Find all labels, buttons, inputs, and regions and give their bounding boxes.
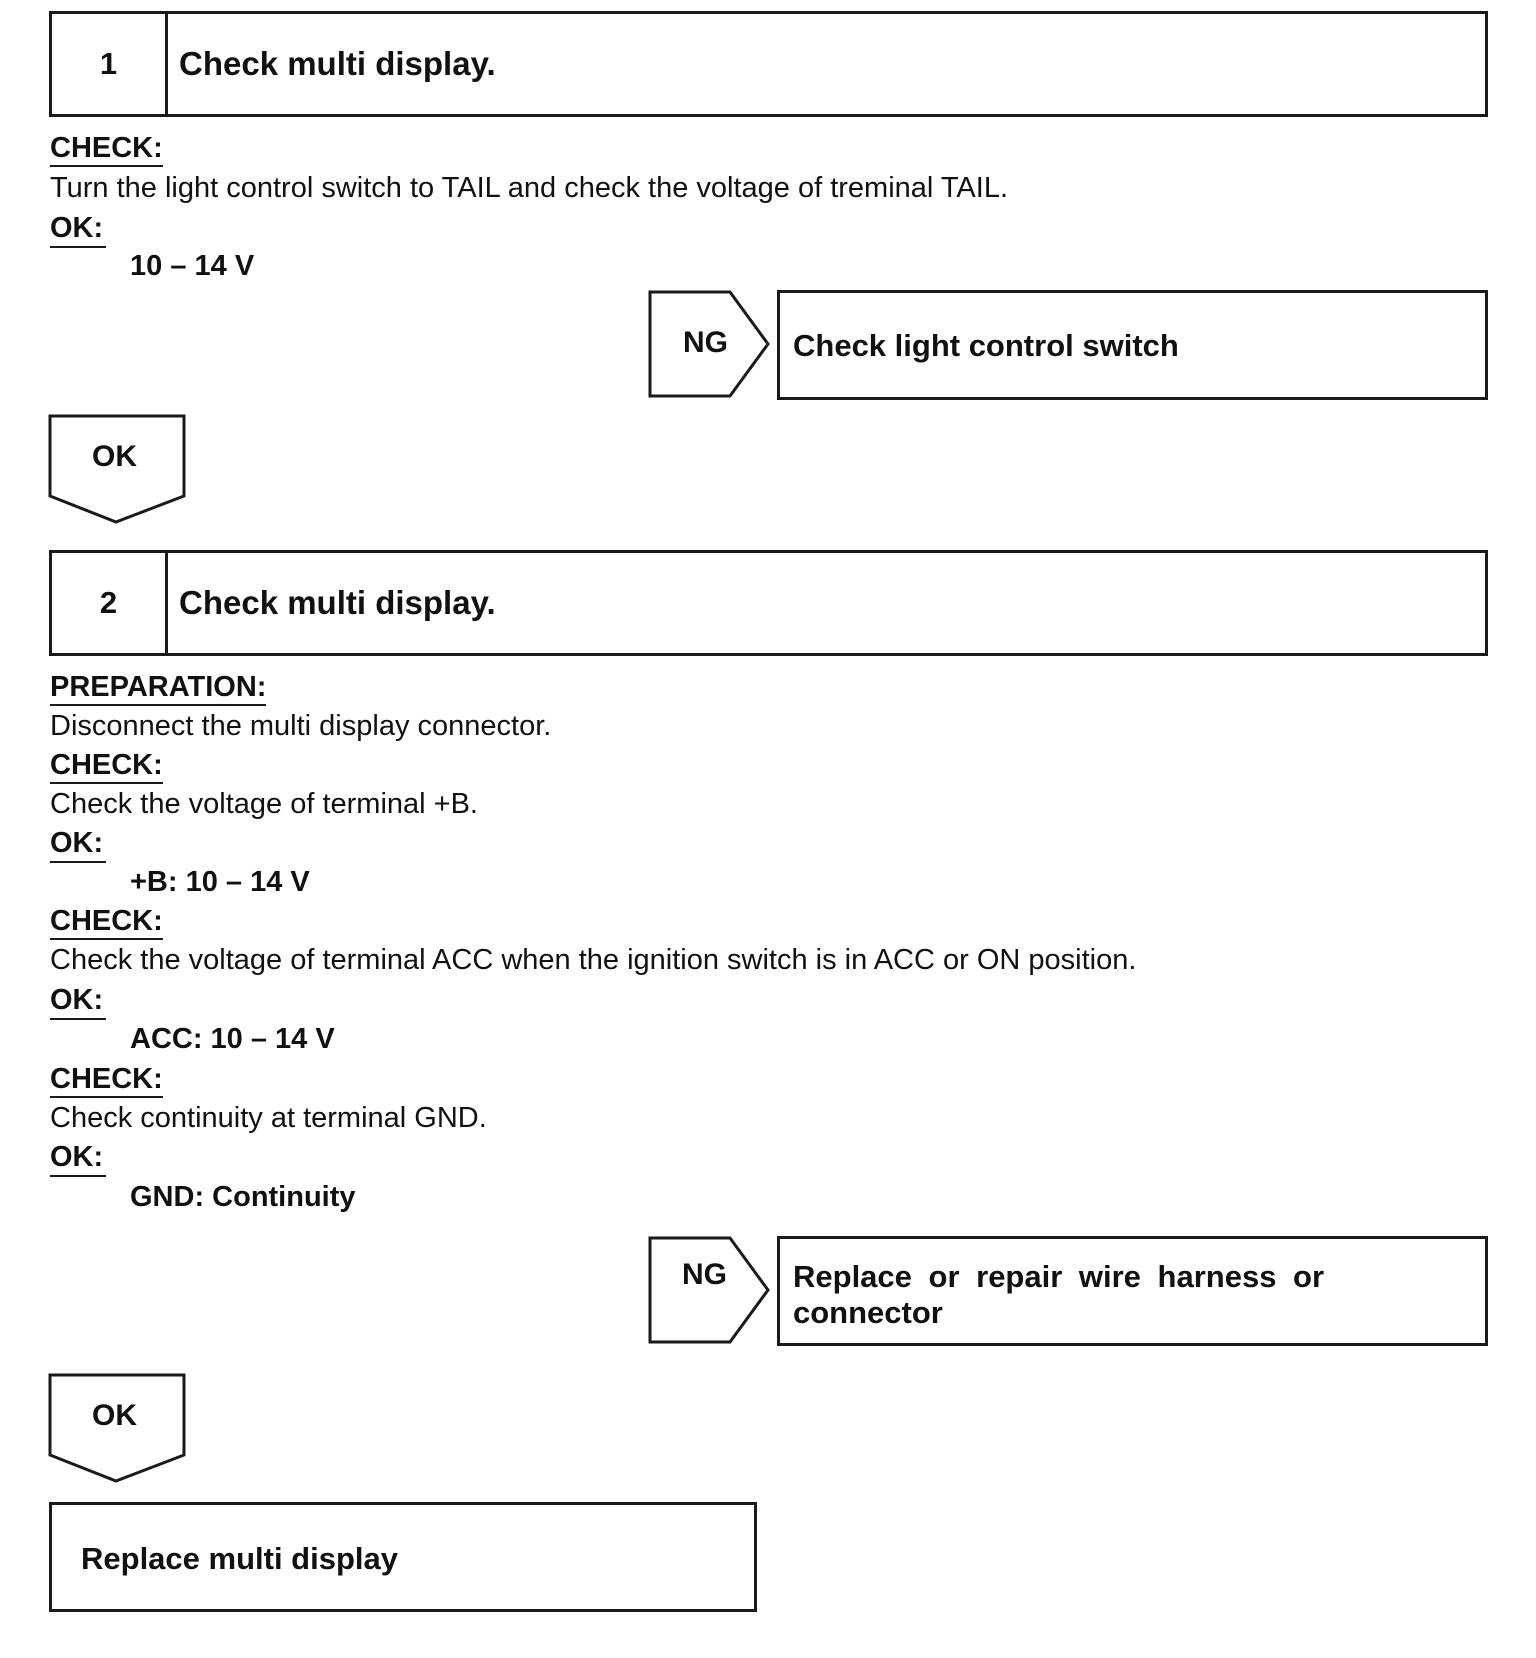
ok-label: OK: <box>50 1140 106 1177</box>
check-text: Check the voltage of terminal +B. <box>50 788 478 820</box>
check-label-row <box>50 1062 163 1096</box>
check-text: Turn the light control switch to TAIL and check the voltage of treminal TAIL. <box>50 172 1009 204</box>
ng-action-text: Replace or repair wire harness or connector <box>793 1259 1325 1330</box>
step-2-header <box>49 550 1488 656</box>
preparation-label: PREPARATION: <box>50 671 266 706</box>
check-label-row <box>50 131 163 165</box>
check-label-row <box>50 904 163 938</box>
final-action-text: Replace multi display <box>81 1541 398 1576</box>
ng-action-box <box>777 290 1488 400</box>
check-label: CHECK: <box>50 749 163 784</box>
ok-value: GND: Continuity <box>130 1181 356 1213</box>
ok-branch-label: OK <box>92 440 137 473</box>
ok-label-row <box>50 826 106 863</box>
ng-label: NG <box>683 326 728 359</box>
check-text: Check the voltage of terminal ACC when the ignition switch is in ACC or ON position. <box>50 944 1137 976</box>
check-label-row <box>50 748 163 782</box>
ok-value: ACC: 10 – 14 V <box>130 1023 335 1055</box>
prep-text: Disconnect the multi display connector. <box>50 710 552 742</box>
ok-label-row <box>50 211 106 248</box>
ok-label-row <box>50 1140 106 1177</box>
step-1-header <box>49 11 1488 117</box>
ok-value: +B: 10 – 14 V <box>130 866 310 898</box>
ok-label: OK: <box>50 983 106 1020</box>
ok-value: 10 – 14 V <box>130 250 255 282</box>
prep-label-row <box>50 670 266 704</box>
check-label: CHECK: <box>50 132 163 167</box>
step-title: Check multi display. <box>179 584 496 621</box>
ng-action-box <box>777 1236 1488 1346</box>
step-number: 2 <box>52 553 168 653</box>
check-label: CHECK: <box>50 1063 163 1098</box>
ok-label: OK: <box>50 211 106 248</box>
ng-action-text: Check light control switch <box>793 328 1179 363</box>
ng-label: NG <box>682 1258 727 1291</box>
step-number: 1 <box>52 14 168 114</box>
step-title: Check multi display. <box>179 45 496 82</box>
final-action-box <box>49 1502 757 1612</box>
ok-label: OK: <box>50 826 106 863</box>
ok-branch-label: OK <box>92 1399 137 1432</box>
check-text: Check continuity at terminal GND. <box>50 1102 487 1134</box>
ok-label-row <box>50 983 106 1020</box>
check-label: CHECK: <box>50 905 163 940</box>
